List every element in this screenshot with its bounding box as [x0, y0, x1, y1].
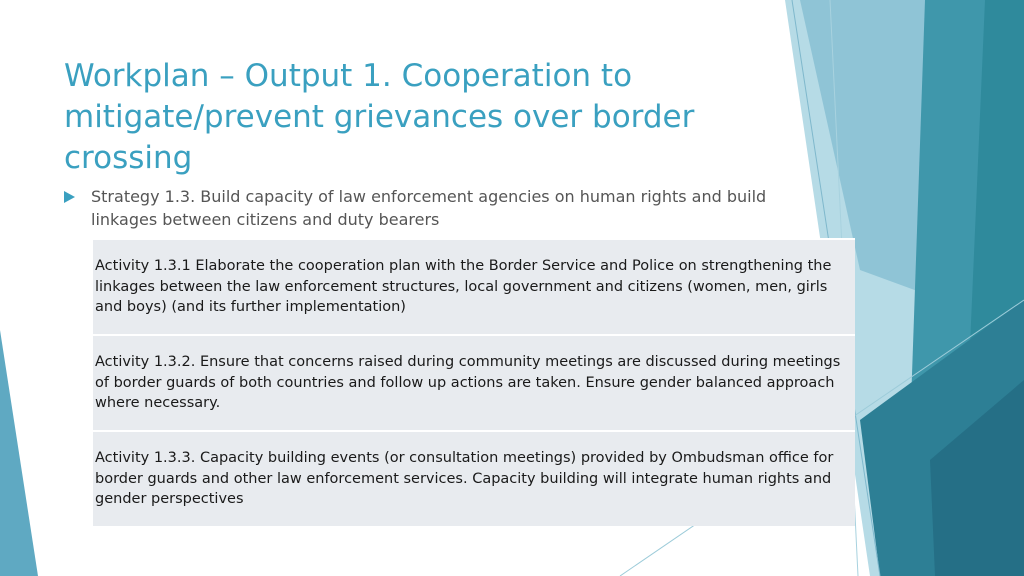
activity-cell: Activity 1.3.3. Capacity building events (or consultation meetings) provided by Ombudsman office for border guards and other law enforcement services. Capacity building will integrate human rights and gender perspectives [93, 431, 855, 526]
slide-title: Workplan – Output 1. Cooperation to mitigate/prevent grievances over border crossing [64, 58, 695, 176]
strategy-text: Strategy 1.3. Build capacity of law enforcement agencies on human rights and build linkages between citizens and duty bearers [91, 187, 767, 229]
table-row [93, 239, 855, 335]
left-edge-wedge [0, 330, 38, 576]
strategy-bullet [64, 185, 804, 231]
activity-cell: Activity 1.3.1 Elaborate the cooperation plan with the Border Service and Police on strengthening the linkages between the law enforcement structures, local government and citizens (women, men, girls and boys) (and its further implementation) [93, 239, 855, 335]
activity-cell: Activity 1.3.2. Ensure that concerns raised during community meetings are discussed during meetings of border guards of both countries and follow up actions are taken. Ensure gender balanced approach where necessary. [93, 335, 855, 431]
activities-table [93, 238, 855, 526]
table-row [93, 431, 855, 526]
bullet-arrow-icon [64, 191, 75, 203]
table-row [93, 335, 855, 431]
